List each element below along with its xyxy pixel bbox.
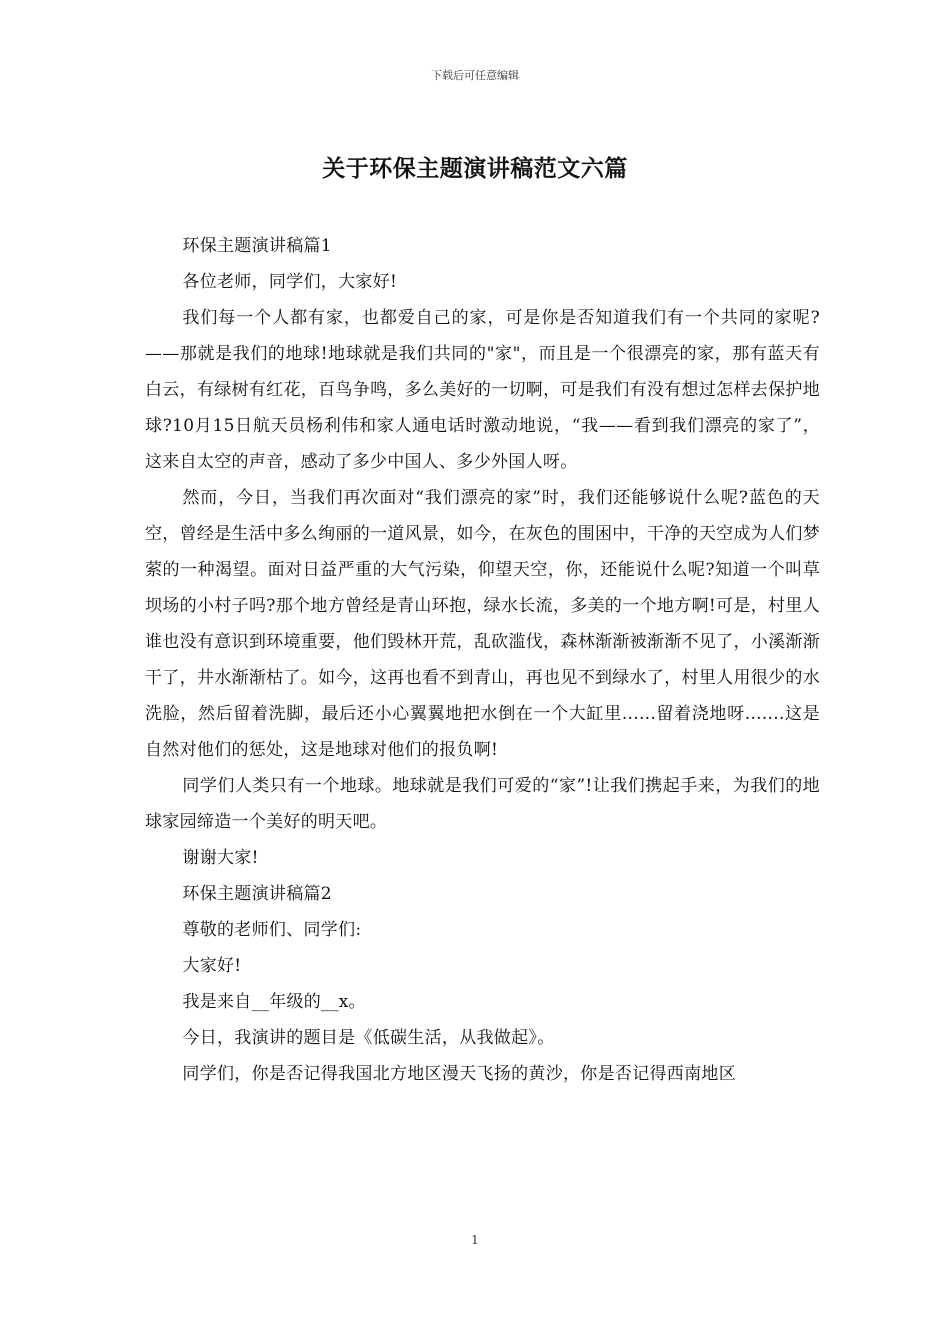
body-paragraph: 然而，今日，当我们再次面对“我们漂亮的家”时，我们还能够说什么呢?蓝色的天空，曾经是生活中多么绚丽的一道风景，如今，在灰色的围困中，干净的天空成为人们梦萦的一种渴望。面对日益严重的大气污染，仰望天空，你，还能说什么呢?知道一个叫草坝场的小村子吗?那个地方曾经是青山环抱，绿水长流，多美的一个地方啊!可是，村里人谁也没有意识到环境重要，他们毁林开荒，乱砍滥伐，森林渐渐被渐渐不见了，小溪渐渐干了，井水渐渐枯了。如今，这再也看不到青山，再也见不到绿水了，村里人用很少的水洗脸，然后留着洗脚，最后还小心翼翼地把水倒在一个大缸里......留着浇地呀.......这是自然对他们的惩处，这是地球对他们的报负啊! xyxy=(145,488,820,760)
body-paragraph: 同学们，你是否记得我国北方地区漫天飞扬的黄沙，你是否记得西南地区 xyxy=(182,1064,736,1084)
document-body xyxy=(145,228,820,1092)
body-paragraph: 我们每一个人都有家，也都爱自己的家，可是你是否知道我们有一个共同的家呢?——那就是我们的地球!地球就是我们共同的"家"，而且是一个很漂亮的家，那有蓝天有白云，有绿树有红花，百鸟争鸣，多么美好的一切啊，可是我们有没有想过怎样去保护地球?10月15日航天员杨利伟和家人通电话时激动地说，“我——看到我们漂亮的家了”，这来自太空的声音，感动了多少中国人、多少外国人呀。 xyxy=(145,308,820,472)
salutation-paragraph: 尊敬的老师们、同学们: xyxy=(182,920,362,940)
document-title: 关于环保主题演讲稿范文六篇 xyxy=(322,155,628,182)
section-heading-2: 环保主题演讲稿篇2 xyxy=(182,884,332,904)
body-paragraph: 今日，我演讲的题目是《低碳生活，从我做起》。 xyxy=(182,1028,555,1048)
section-heading-1: 环保主题演讲稿篇1 xyxy=(182,236,332,256)
body-paragraph: 我是来自__年级的__x。 xyxy=(182,992,366,1012)
greeting-paragraph: 各位老师，同学们，大家好! xyxy=(182,272,398,292)
page-header-note: 下载后可任意编辑 xyxy=(431,69,519,82)
greeting-paragraph: 大家好! xyxy=(182,956,242,976)
page-number: 1 xyxy=(471,1233,479,1247)
body-paragraph: 同学们人类只有一个地球。地球就是我们可爱的“家”!让我们携起手来，为我们的地球家园缔造一个美好的明天吧。 xyxy=(145,776,820,832)
closing-paragraph: 谢谢大家! xyxy=(182,848,259,868)
